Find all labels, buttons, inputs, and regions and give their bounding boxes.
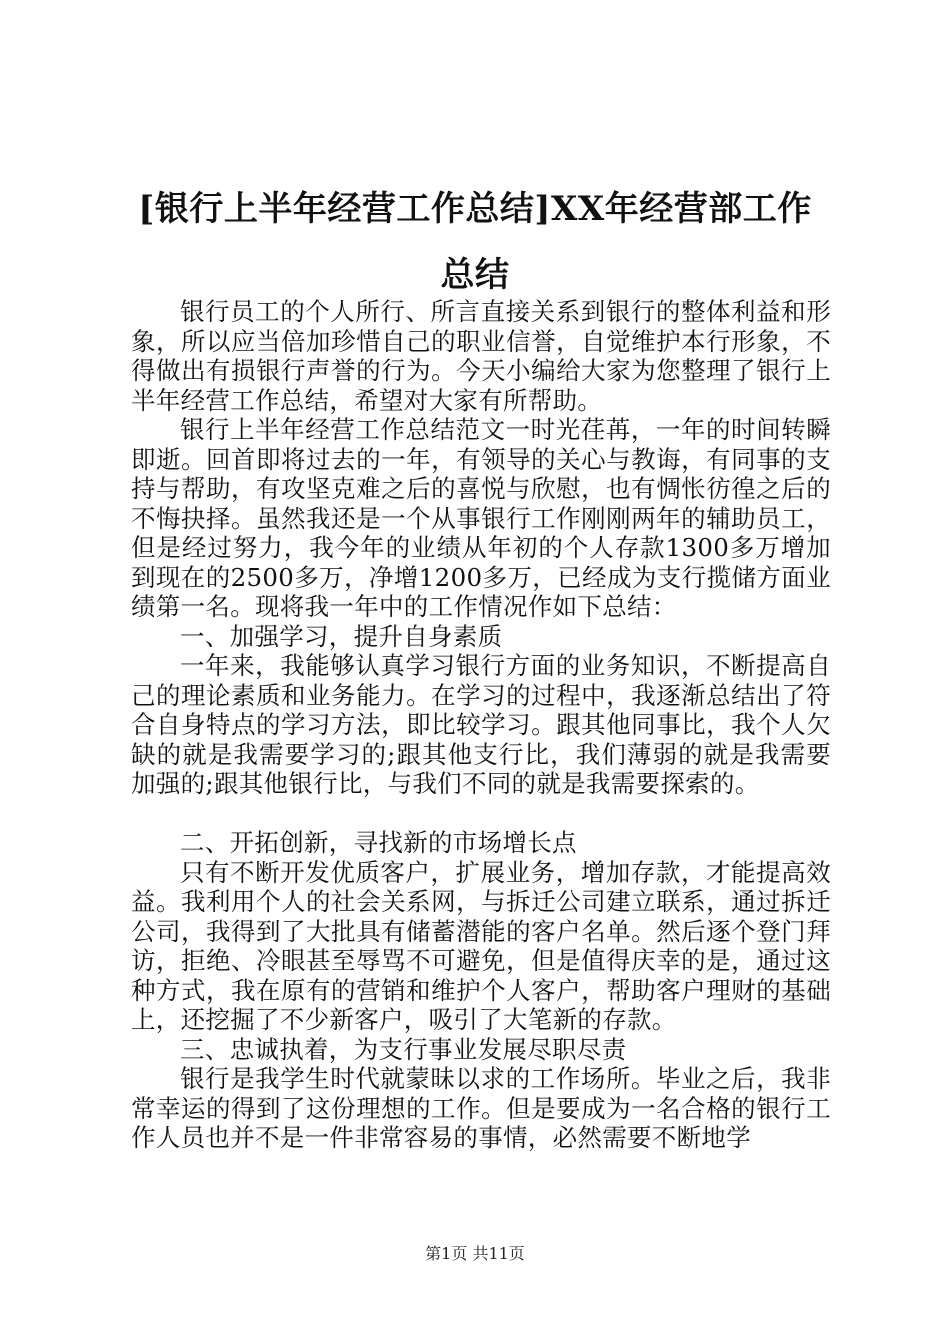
paragraph-learning: 一年来，我能够认真学习银行方面的业务知识，不断提高自己的理论素质和业务能力。在学习的过程中，我逐渐总结出了符合自身特点的学习方法，即比较学习。跟其他同事比，我个人欠缺的就是我需要学习的;跟其他支行比，我们薄弱的就是我需要加强的;跟其他银行比，与我们不同的就是我需要探索的。 [131,651,831,798]
document-body [131,297,831,1153]
page-footer: 第1页 共11页 [425,1244,525,1263]
paragraph-intro: 银行员工的个人所行、所言直接关系到银行的整体利益和形象，所以应当倍加珍惜自己的职业信誉，自觉维护本行形象，不得做出有损银行声誉的行为。今天小编给大家为您整理了银行上半年经营工作总结，希望对大家有所帮助。 [131,297,831,415]
section-heading-1: 一、加强学习，提升自身素质 [180,621,503,651]
section-heading-2: 二、开拓创新，寻找新的市场增长点 [180,828,577,857]
title-line-1: [银行上半年经营工作总结]XX年经营部工作 [138,189,812,229]
document-title [100,176,850,308]
paragraph-innovation: 只有不断开发优质客户，扩展业务，增加存款，才能提高效益。我利用个人的社会关系网，与拆迁公司建立联系，通过拆迁公司，我得到了大批具有储蓄潜能的客户名单。然后逐个登门拜访，拒绝、冷眼甚至辱骂不可避免，但是值得庆幸的是，通过这种方式，我在原有的营销和维护个人客户，帮助客户理财的基础上，还挖掘了不少新客户，吸引了大笔新的存款。 [131,857,831,1034]
paragraph-summary: 银行上半年经营工作总结范文一时光荏苒，一年的时间转瞬即逝。回首即将过去的一年，有领导的关心与教诲，有同事的支持与帮助，有攻坚克难之后的喜悦与欣慰，也有惆怅彷徨之后的不悔抉择。虽然我还是一个从事银行工作刚刚两年的辅助员工，但是经过努力，我今年的业绩从年初的个人存款1300多万增加到现在的2500多万，净增1200多万，已经成为支行揽储方面业绩第一名。现将我一年中的工作情况作如下总结： [131,415,831,621]
paragraph-loyalty: 银行是我学生时代就蒙昧以求的工作场所。毕业之后，我非常幸运的得到了这份理想的工作。但是要成为一名合格的银行工作人员也并不是一件非常容易的事情，必然需要不断地学 [131,1064,831,1152]
section-heading-3: 三、忠诚执着，为支行事业发展尽职尽责 [180,1034,627,1064]
title-line-2: 总结 [440,255,510,295]
